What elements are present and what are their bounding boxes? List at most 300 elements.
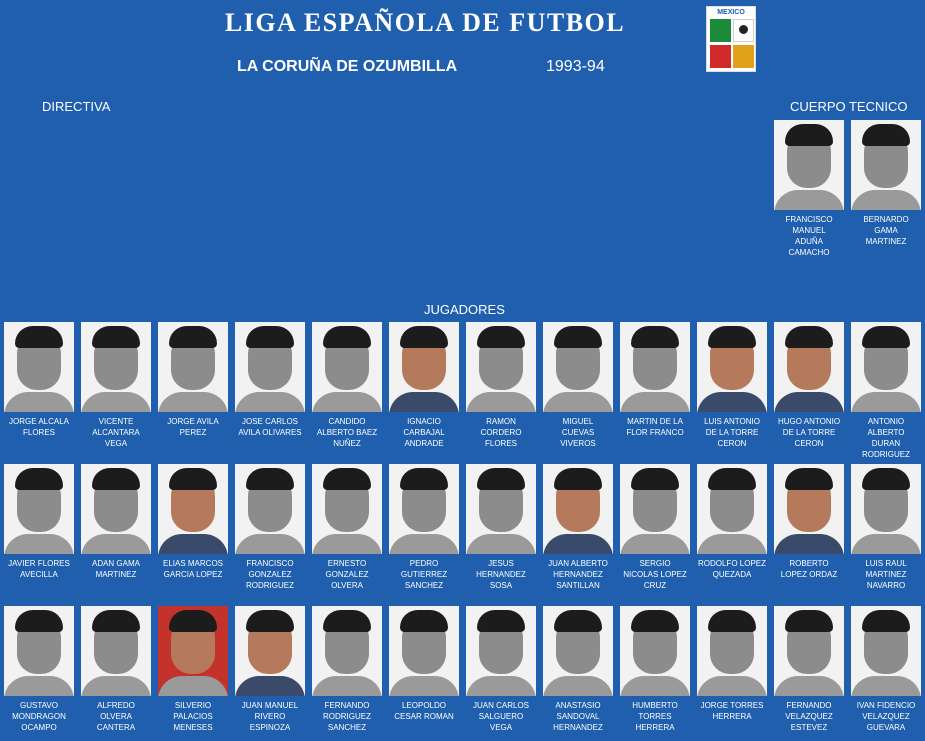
- name-line: MANUEL: [792, 226, 826, 235]
- person-photo: [312, 606, 382, 696]
- name-line: FLORES: [22, 428, 55, 437]
- name-line: ANTONIO: [867, 417, 905, 426]
- person-photo: [235, 606, 305, 696]
- person-name: [543, 416, 613, 449]
- person-name: [697, 700, 767, 722]
- name-line: SOSA: [489, 581, 513, 590]
- name-line: GONZALEZ: [248, 570, 292, 579]
- person-card: [543, 606, 613, 733]
- name-line: CAMACHO: [788, 248, 830, 257]
- name-line: FLORES: [484, 439, 517, 448]
- name-line: OLVERA: [331, 581, 363, 590]
- name-line: GONZALEZ: [325, 570, 369, 579]
- photo-shoulders: [158, 392, 228, 412]
- name-line: RODRIGUEZ: [246, 581, 294, 590]
- name-line: NAVARRO: [866, 581, 906, 590]
- photo-hair: [400, 610, 448, 632]
- photo-shoulders: [697, 534, 767, 554]
- photo-shoulders: [620, 534, 690, 554]
- person-photo: [389, 464, 459, 554]
- name-line: MARTINEZ: [865, 570, 907, 579]
- name-line: SANTILLAN: [556, 581, 600, 590]
- photo-hair: [477, 468, 525, 490]
- name-line: JUAN CARLOS: [472, 701, 529, 710]
- person-name: [235, 416, 305, 438]
- photo-hair: [785, 326, 833, 348]
- name-line: FRANCISCO: [246, 559, 294, 568]
- photo-shoulders: [466, 534, 536, 554]
- photo-shoulders: [466, 392, 536, 412]
- name-line: VELAZQUEZ: [862, 712, 910, 721]
- name-line: HERNANDEZ: [553, 723, 603, 732]
- person-photo: [620, 322, 690, 412]
- person-card: [81, 606, 151, 733]
- person-card: [620, 322, 690, 438]
- person-photo: [774, 464, 844, 554]
- person-name: [774, 214, 844, 258]
- name-line: JORGE AVILA: [167, 417, 219, 426]
- name-line: LUIS RAUL: [865, 559, 907, 568]
- photo-hair: [785, 468, 833, 490]
- name-line: CANDIDO: [328, 417, 366, 426]
- photo-shoulders: [235, 534, 305, 554]
- photo-hair: [554, 468, 602, 490]
- person-photo: [466, 606, 536, 696]
- photo-hair: [554, 610, 602, 632]
- name-line: IVAN FIDENCIO: [856, 701, 916, 710]
- person-name: [466, 416, 536, 449]
- photo-shoulders: [158, 534, 228, 554]
- photo-shoulders: [389, 392, 459, 412]
- person-name: [466, 558, 536, 591]
- person-name: [4, 700, 74, 733]
- name-line: JAVIER FLORES: [8, 559, 70, 568]
- name-line: CRUZ: [643, 581, 667, 590]
- person-photo: [81, 322, 151, 412]
- photo-shoulders: [697, 392, 767, 412]
- photo-shoulders: [312, 392, 382, 412]
- photo-hair: [246, 326, 294, 348]
- person-photo: [851, 322, 921, 412]
- person-card: [312, 606, 382, 733]
- crest-text: MEXICO: [717, 9, 745, 16]
- name-line: SILVERIO: [174, 701, 212, 710]
- person-name: [389, 416, 459, 449]
- name-line: SANCHEZ: [327, 723, 367, 732]
- person-card: [81, 464, 151, 580]
- person-name: [543, 700, 613, 733]
- person-photo: [389, 606, 459, 696]
- season-label: 1993-94: [546, 58, 605, 75]
- photo-shoulders: [81, 534, 151, 554]
- person-name: [851, 214, 921, 247]
- name-line: CERON: [717, 439, 747, 448]
- person-card: [81, 322, 151, 449]
- photo-hair: [477, 610, 525, 632]
- person-card: [235, 606, 305, 733]
- person-card: [466, 322, 536, 449]
- photo-shoulders: [774, 676, 844, 696]
- person-name: [312, 700, 382, 733]
- section-directiva: DIRECTIVA: [42, 99, 111, 114]
- photo-hair: [862, 468, 910, 490]
- person-photo: [4, 606, 74, 696]
- person-photo: [81, 606, 151, 696]
- photo-shoulders: [543, 392, 613, 412]
- name-line: VEGA: [489, 723, 513, 732]
- person-card: [774, 322, 844, 449]
- person-card: [774, 606, 844, 733]
- name-line: FERNANDO: [324, 701, 370, 710]
- person-card: [312, 322, 382, 449]
- name-line: ESPINOZA: [249, 723, 291, 732]
- photo-shoulders: [543, 676, 613, 696]
- name-line: SANDOVAL: [556, 712, 600, 721]
- name-line: CANTERA: [96, 723, 136, 732]
- photo-hair: [246, 468, 294, 490]
- person-name: [312, 416, 382, 449]
- person-name: [851, 416, 921, 460]
- name-line: MONDRAGON: [12, 712, 66, 721]
- photo-hair: [708, 326, 756, 348]
- name-line: NUÑEZ: [333, 439, 361, 448]
- person-card: [4, 322, 74, 438]
- person-name: [158, 558, 228, 580]
- person-photo: [466, 322, 536, 412]
- person-photo: [851, 606, 921, 696]
- photo-hair: [785, 124, 833, 146]
- name-line: SALGUERO: [478, 712, 524, 721]
- photo-hair: [92, 610, 140, 632]
- person-photo: [697, 464, 767, 554]
- name-line: BERNARDO: [863, 215, 909, 224]
- name-line: ADUÑA: [794, 237, 823, 246]
- person-photo: [774, 120, 844, 210]
- photo-shoulders: [851, 534, 921, 554]
- person-photo: [543, 322, 613, 412]
- name-line: CARBAJAL: [403, 428, 445, 437]
- soccer-ball-icon: [737, 23, 750, 36]
- person-name: [312, 558, 382, 591]
- name-line: AVECILLA: [20, 570, 58, 579]
- name-line: VICENTE: [98, 417, 134, 426]
- photo-hair: [554, 326, 602, 348]
- photo-hair: [15, 610, 63, 632]
- person-card: [851, 322, 921, 460]
- name-line: ALCANTARA: [92, 428, 140, 437]
- person-name: [620, 700, 690, 733]
- photo-shoulders: [312, 534, 382, 554]
- photo-hair: [785, 610, 833, 632]
- person-name: [851, 558, 921, 591]
- name-line: MIGUEL: [562, 417, 594, 426]
- name-line: GUEVARA: [866, 723, 906, 732]
- photo-shoulders: [543, 534, 613, 554]
- person-card: [389, 464, 459, 591]
- photo-hair: [169, 468, 217, 490]
- name-line: ALBERTO: [867, 428, 905, 437]
- name-line: ELIAS MARCOS: [162, 559, 223, 568]
- name-line: PALACIOS: [173, 712, 213, 721]
- team-crest: [706, 6, 756, 72]
- photo-hair: [862, 326, 910, 348]
- name-line: CERON: [794, 439, 824, 448]
- person-name: [466, 700, 536, 733]
- name-line: ERNESTO: [327, 559, 367, 568]
- name-line: FERNANDO: [786, 701, 832, 710]
- person-name: [697, 558, 767, 580]
- name-line: PEREZ: [179, 428, 207, 437]
- name-line: JOSE CARLOS: [241, 417, 298, 426]
- name-line: NICOLAS LOPEZ: [623, 570, 687, 579]
- person-photo: [158, 322, 228, 412]
- name-line: JUAN ALBERTO: [548, 559, 608, 568]
- person-name: [81, 700, 151, 733]
- photo-shoulders: [620, 676, 690, 696]
- name-line: RODOLFO LOPEZ: [697, 559, 766, 568]
- person-name: [851, 700, 921, 733]
- name-line: DURAN: [871, 439, 901, 448]
- name-line: FRANCISCO: [785, 215, 833, 224]
- name-line: GUTIERREZ: [400, 570, 448, 579]
- photo-hair: [169, 610, 217, 632]
- name-line: HERNANDEZ: [476, 570, 526, 579]
- name-line: OCAMPO: [21, 723, 57, 732]
- name-line: RODRIGUEZ: [862, 450, 910, 459]
- crest-quadrant: [710, 19, 731, 42]
- person-card: [4, 464, 74, 580]
- person-photo: [851, 464, 921, 554]
- crest-quadrant: [733, 45, 754, 68]
- person-name: [389, 558, 459, 591]
- name-line: GUSTAVO: [20, 701, 58, 710]
- person-photo: [774, 606, 844, 696]
- photo-hair: [323, 468, 371, 490]
- name-line: MARTINEZ: [95, 570, 137, 579]
- photo-hair: [862, 124, 910, 146]
- name-line: ANASTASIO: [555, 701, 601, 710]
- person-photo: [851, 120, 921, 210]
- person-photo: [620, 464, 690, 554]
- photo-shoulders: [312, 676, 382, 696]
- photo-hair: [631, 610, 679, 632]
- person-card: [543, 322, 613, 449]
- person-card: [466, 464, 536, 591]
- name-line: CESAR ROMAN: [394, 712, 454, 721]
- photo-shoulders: [466, 676, 536, 696]
- person-name: [4, 558, 74, 580]
- name-line: DE LA TORRE: [782, 428, 836, 437]
- photo-hair: [323, 326, 371, 348]
- person-photo: [158, 464, 228, 554]
- name-line: JORGE ALCALA: [8, 417, 70, 426]
- photo-shoulders: [4, 534, 74, 554]
- person-card: [4, 606, 74, 733]
- photo-hair: [400, 468, 448, 490]
- photo-shoulders: [158, 676, 228, 696]
- person-card: [851, 120, 921, 247]
- name-line: AVILA OLIVARES: [238, 428, 302, 437]
- person-name: [620, 416, 690, 438]
- name-line: CORDERO: [480, 428, 522, 437]
- person-photo: [697, 322, 767, 412]
- name-line: FLOR FRANCO: [626, 428, 684, 437]
- name-line: RODRIGUEZ: [323, 712, 371, 721]
- name-line: CUEVAS: [561, 428, 595, 437]
- person-photo: [312, 464, 382, 554]
- person-card: [697, 464, 767, 580]
- photo-hair: [323, 610, 371, 632]
- name-line: GAMA: [874, 226, 898, 235]
- person-photo: [4, 464, 74, 554]
- photo-hair: [477, 326, 525, 348]
- name-line: HUGO ANTONIO: [777, 417, 841, 426]
- person-photo: [312, 322, 382, 412]
- person-name: [774, 558, 844, 580]
- person-card: [697, 322, 767, 449]
- photo-shoulders: [4, 392, 74, 412]
- photo-hair: [631, 468, 679, 490]
- photo-shoulders: [774, 534, 844, 554]
- person-photo: [158, 606, 228, 696]
- name-line: MARTINEZ: [865, 237, 907, 246]
- photo-hair: [169, 326, 217, 348]
- photo-hair: [708, 468, 756, 490]
- person-card: [620, 464, 690, 591]
- name-line: HUMBERTO: [632, 701, 678, 710]
- person-name: [389, 700, 459, 722]
- name-line: ROBERTO: [789, 559, 829, 568]
- person-card: [235, 322, 305, 438]
- photo-shoulders: [389, 534, 459, 554]
- person-photo: [4, 322, 74, 412]
- name-line: LUIS ANTONIO: [704, 417, 760, 426]
- photo-hair: [15, 468, 63, 490]
- name-line: ESTEVEZ: [790, 723, 828, 732]
- photo-shoulders: [81, 676, 151, 696]
- person-card: [774, 120, 844, 258]
- photo-shoulders: [235, 392, 305, 412]
- name-line: JORGE TORRES: [700, 701, 764, 710]
- person-card: [851, 464, 921, 591]
- name-line: TORRES: [638, 712, 672, 721]
- name-line: DE LA TORRE: [705, 428, 759, 437]
- person-card: [158, 322, 228, 438]
- photo-hair: [708, 610, 756, 632]
- photo-shoulders: [620, 392, 690, 412]
- photo-shoulders: [851, 392, 921, 412]
- person-card: [620, 606, 690, 733]
- page-title: LIGA ESPAÑOLA DE FUTBOL: [224, 8, 626, 37]
- name-line: SANCHEZ: [404, 581, 444, 590]
- person-card: [697, 606, 767, 722]
- photo-hair: [92, 326, 140, 348]
- person-photo: [620, 606, 690, 696]
- photo-shoulders: [4, 676, 74, 696]
- person-photo: [543, 464, 613, 554]
- person-name: [158, 416, 228, 438]
- name-line: PEDRO: [409, 559, 439, 568]
- person-name: [774, 700, 844, 733]
- photo-hair: [400, 326, 448, 348]
- name-line: MENESES: [173, 723, 213, 732]
- person-photo: [774, 322, 844, 412]
- section-jugadores: JUGADORES: [424, 302, 505, 317]
- name-line: ADAN GAMA: [91, 559, 140, 568]
- person-name: [158, 700, 228, 733]
- person-photo: [697, 606, 767, 696]
- name-line: VELAZQUEZ: [785, 712, 833, 721]
- person-card: [774, 464, 844, 580]
- crest-quadrant: [710, 45, 731, 68]
- name-line: RIVERO: [254, 712, 286, 721]
- photo-shoulders: [389, 676, 459, 696]
- section-cuerpo-tecnico: CUERPO TECNICO: [790, 99, 908, 114]
- person-photo: [235, 322, 305, 412]
- name-line: IGNACIO: [407, 417, 441, 426]
- photo-shoulders: [774, 392, 844, 412]
- person-card: [389, 322, 459, 449]
- photo-shoulders: [697, 676, 767, 696]
- person-card: [158, 464, 228, 580]
- name-line: VEGA: [104, 439, 128, 448]
- person-photo: [543, 606, 613, 696]
- person-card: [235, 464, 305, 591]
- photo-hair: [862, 610, 910, 632]
- name-line: ALFREDO: [97, 701, 135, 710]
- name-line: HERNANDEZ: [553, 570, 603, 579]
- name-line: OLVERA: [100, 712, 132, 721]
- person-name: [4, 416, 74, 438]
- name-line: GARCIA LOPEZ: [163, 570, 223, 579]
- person-name: [81, 416, 151, 449]
- person-name: [543, 558, 613, 591]
- photo-shoulders: [851, 190, 921, 210]
- name-line: SERGIO: [639, 559, 671, 568]
- photo-shoulders: [851, 676, 921, 696]
- photo-shoulders: [774, 190, 844, 210]
- person-card: [851, 606, 921, 733]
- person-name: [235, 558, 305, 591]
- person-name: [697, 416, 767, 449]
- person-card: [466, 606, 536, 733]
- name-line: HERRERA: [635, 723, 675, 732]
- name-line: RAMON: [486, 417, 516, 426]
- person-photo: [466, 464, 536, 554]
- name-line: LOPEZ ORDAZ: [780, 570, 838, 579]
- person-card: [543, 464, 613, 591]
- name-line: ANDRADE: [404, 439, 444, 448]
- person-photo: [389, 322, 459, 412]
- person-card: [158, 606, 228, 733]
- name-line: HERRERA: [712, 712, 752, 721]
- name-line: MARTIN DE LA: [627, 417, 683, 426]
- person-photo: [235, 464, 305, 554]
- name-line: JESUS: [488, 559, 514, 568]
- name-line: QUEZADA: [712, 570, 752, 579]
- name-line: JUAN MANUEL: [241, 701, 299, 710]
- person-name: [81, 558, 151, 580]
- name-line: VIVEROS: [560, 439, 596, 448]
- photo-shoulders: [81, 392, 151, 412]
- photo-hair: [92, 468, 140, 490]
- photo-hair: [15, 326, 63, 348]
- person-card: [312, 464, 382, 591]
- photo-hair: [631, 326, 679, 348]
- name-line: LEOPOLDO: [401, 701, 446, 710]
- name-line: ALBERTO BAEZ: [316, 428, 378, 437]
- team-name: LA CORUÑA DE OZUMBILLA: [237, 58, 458, 75]
